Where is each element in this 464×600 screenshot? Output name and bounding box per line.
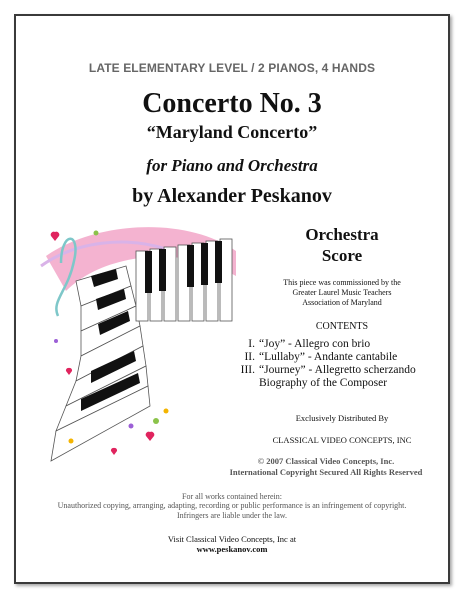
commission-line: Association of Maryland (302, 298, 382, 307)
composer-byline: by Alexander Peskanov (132, 185, 332, 207)
contents-text: “Joy” - Allegro con brio (259, 338, 371, 350)
copyright-line-1: © 2007 Classical Video Concepts, Inc. (257, 456, 395, 466)
visit-note: Visit Classical Video Concepts, Inc at (167, 534, 297, 544)
legal-notice (16, 501, 448, 521)
distributed-label: Exclusively Distributed By (295, 413, 389, 423)
cover-frame (14, 14, 450, 584)
contents-number: II. (244, 351, 255, 363)
copyright-notice (176, 456, 464, 478)
contents-list (232, 338, 416, 390)
for-all-works-note: For all works contained herein: (182, 492, 282, 501)
contents-text: “Lullaby” - Andante cantabile (259, 351, 398, 363)
contents-item (232, 364, 416, 377)
legal-line-2: Infringers are liable under the law. (176, 511, 288, 520)
website-link[interactable]: www.peskanov.com (196, 544, 268, 554)
contents-item (232, 351, 416, 364)
level-line: LATE ELEMENTARY LEVEL / 2 PIANOS, 4 HANDS (88, 61, 376, 75)
contents-item (232, 377, 416, 390)
score-type (252, 224, 432, 266)
score-type-line-1: Orchestra (305, 225, 379, 244)
legal-line-1: Unauthorized copying, arranging, adapting, recording or public performance is an infringement of copyright. (57, 501, 407, 510)
instrumentation-line: for Piano and Orchestra (146, 156, 318, 175)
commission-line: Greater Laurel Music Teachers (292, 288, 392, 297)
contents-text: Biography of the Composer (259, 377, 388, 389)
commission-line: This piece was commissioned by the (283, 278, 401, 287)
contents-number (232, 377, 259, 390)
score-type-line-2: Score (321, 246, 363, 265)
copyright-line-2: International Copyright Secured All Rights Reserved (229, 467, 423, 477)
distributor-name: CLASSICAL VIDEO CONCEPTS, INC (272, 435, 412, 445)
commission-note (252, 278, 432, 308)
contents-number: I. (248, 338, 255, 350)
contents-heading: CONTENTS (315, 321, 369, 332)
contents-text: “Journey” - Allegretto scherzando (259, 364, 416, 376)
piano-keyboard-illustration (36, 221, 236, 471)
contents-number: III. (240, 364, 255, 376)
contents-item (232, 338, 416, 351)
page-subtitle: “Maryland Concerto” (146, 122, 318, 142)
page-title: Concerto No. 3 (142, 88, 322, 119)
